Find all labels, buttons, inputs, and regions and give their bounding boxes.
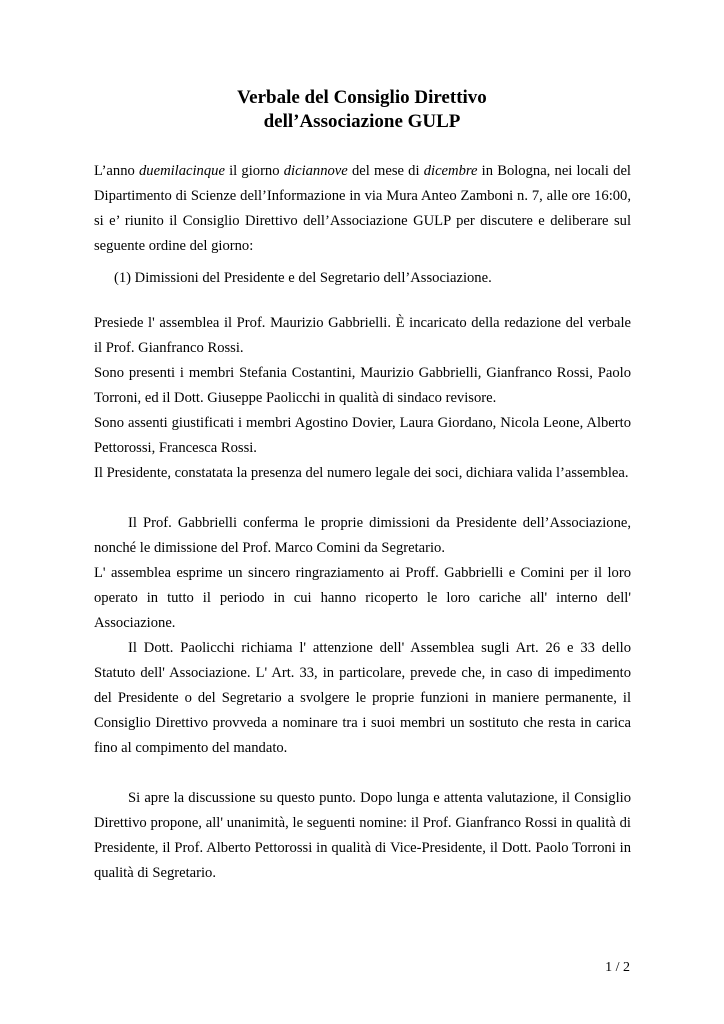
paragraph-resignation: Il Prof. Gabbrielli conferma le proprie dimissioni da Presidente dell’Associazione, nonché le dimissione del Prof. Marco Comini da Segretario. — [94, 515, 631, 556]
paragraph-thanks: L' assemblea esprime un sincero ringraziamento ai Proff. Gabbrielli e Comini per il loro operato in tutto il periodo in cui hanno ricoperto le loro cariche all' interno dell' Associazione. — [94, 565, 631, 631]
intro-text-b: il giorno — [224, 163, 284, 179]
document-body — [94, 159, 631, 886]
paragraph-nominations: Si apre la discussione su questo punto. Dopo lunga e attenta valutazione, il Consiglio Direttivo propone, all' unanimità, le seguenti nomine: il Prof. Gianfranco Rossi in qualità di Presidente, il Prof. Alberto Pettorossi in qualità di Vice-Presidente, il Dott. Paolo Torroni in qualità di Segretario. — [94, 790, 631, 881]
paragraph-statute: Il Dott. Paolicchi richiama l' attenzione dell' Assemblea sugli Art. 26 e 33 dello Statuto dell' Associazione. L' Art. 33, in particolare, prevede che, in caso di impedimento del Presidente o del Segretario a svolgere le proprie funzioni in maniere permanente, il Consiglio Direttivo provveda a nominare tra i suoi membri un sostituto che resta in carica fino al compimento del mandato. — [94, 640, 631, 756]
intro-text-a: L’anno — [94, 163, 139, 179]
intro-text-d: in Bologna, nei locali del Dipartimento di Scienze dell’Informazione in via Mura Anteo Zamboni n. 7, alle ore 16:00, si e’ riunito il Consiglio Direttivo dell’Associazione GULP per discutere e deliberare sul seguente ordine del giorno: — [94, 163, 631, 254]
intro-day: diciannove — [283, 163, 348, 179]
paragraph-quorum: Il Presidente, constatata la presenza del numero legale dei soci, dichiara valida l’assemblea. — [94, 465, 629, 481]
title-line-1: Verbale del Consiglio Direttivo — [237, 87, 487, 108]
page-number: 1 / 2 — [605, 960, 630, 975]
paragraph-chair: Presiede l' assemblea il Prof. Maurizio Gabbrielli. È incaricato della redazione del verbale il Prof. Gianfranco Rossi. — [94, 315, 631, 356]
title-line-2: dell’Associazione GULP — [263, 111, 461, 132]
intro-paragraph — [94, 159, 631, 259]
paragraph-present: Sono presenti i membri Stefania Costantini, Maurizio Gabbrielli, Gianfranco Rossi, Paolo Torroni, ed il Dott. Giuseppe Paolicchi in qualità di sindaco revisore. — [94, 365, 631, 406]
intro-year: duemilacinque — [139, 163, 225, 179]
intro-text-c: del mese di — [347, 163, 424, 179]
document-title — [0, 86, 724, 134]
agenda-item: (1) Dimissioni del Presidente e del Segretario dell’Associazione. — [114, 270, 492, 286]
paragraph-absent: Sono assenti giustificati i membri Agostino Dovier, Laura Giordano, Nicola Leone, Alberto Pettorossi, Francesca Rossi. — [94, 415, 631, 456]
intro-month: dicembre — [423, 163, 478, 179]
